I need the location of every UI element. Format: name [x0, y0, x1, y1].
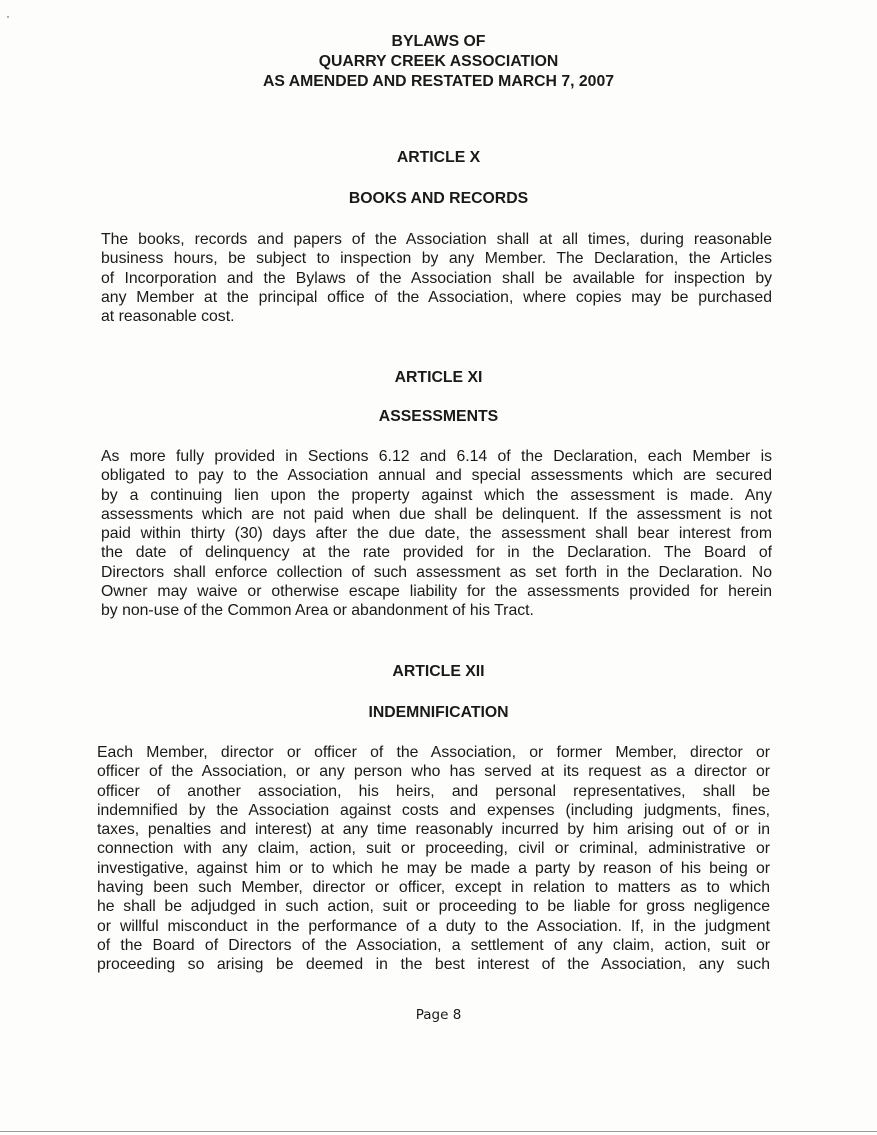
article-11-number: ARTICLE XI — [394, 369, 483, 386]
body-line: officer of the Association, or any person who has served at its request as a director or — [97, 763, 770, 781]
body-line: The books, records and papers of the Association shall at all times, during reasonable — [101, 231, 772, 248]
header-line-1: BYLAWS OF — [391, 33, 486, 50]
body-line: by a continuing lien upon the property against which the assessment is made. Any — [101, 486, 772, 504]
body-line: of the Board of Directors of the Association, a settlement of any claim, action, suit or — [97, 936, 770, 954]
article-10-title: BOOKS AND RECORDS — [348, 190, 529, 207]
body-line: officer of another association, his heirs, and personal representatives, shall be — [97, 782, 770, 800]
body-line: or willful misconduct in the performance of a duty to the Association. If, in the judgment — [97, 917, 770, 935]
body-line: Owner may waive or otherwise escape liability for the assessments provided for herein — [101, 583, 772, 601]
body-line: by non-use of the Common Area or abandonment of his Tract. — [101, 602, 534, 620]
article-12-body — [97, 743, 770, 975]
body-line: of Incorporation and the Bylaws of the Association shall be available for inspection by — [101, 269, 772, 287]
page-bottom-edge — [0, 1131, 877, 1132]
document-header — [0, 32, 877, 92]
article-11-title: ASSESSMENTS — [378, 408, 499, 425]
body-line: the date of delinquency at the rate provided for in the Declaration. The Board of — [101, 544, 772, 562]
body-line: As more fully provided in Sections 6.12 and 6.14 of the Declaration, each Member is — [101, 448, 772, 465]
body-line: having been such Member, director or officer, except in relation to matters as to which — [97, 879, 770, 897]
body-line: any Member at the principal office of the Association, where copies may be purchased — [101, 288, 772, 306]
body-line: connection with any claim, action, suit or proceeding, civil or criminal, administrative or — [97, 840, 770, 858]
body-line: paid within thirty (30) days after the due date, the assessment shall bear interest from — [101, 525, 772, 543]
body-line: he shall be adjudged in such action, suit or proceeding to be liable for gross negligence — [97, 898, 770, 916]
body-line: taxes, penalties and interest) at any time reasonably incurred by him arising out of or in — [97, 821, 770, 839]
header-line-3: AS AMENDED AND RESTATED MARCH 7, 2007 — [262, 73, 615, 90]
article-10-number: ARTICLE X — [396, 149, 481, 166]
article-12-title: INDEMNIFICATION — [368, 704, 509, 721]
body-line: business hours, be subject to inspection by any Member. The Declaration, the Articles — [101, 250, 772, 268]
body-line: at reasonable cost. — [101, 308, 235, 326]
body-line: investigative, against him or to which he may be made a party by reason of his being or — [97, 859, 770, 877]
body-line: obligated to pay to the Association annual and special assessments which are secured — [101, 467, 772, 485]
body-line: proceeding so arising be deemed in the best interest of the Association, any such — [97, 956, 770, 974]
body-line: assessments which are not paid when due shall be delinquent. If the assessment is not — [101, 505, 772, 523]
header-line-2: QUARRY CREEK ASSOCIATION — [318, 53, 559, 70]
body-line: indemnified by the Association against costs and expenses (including judgments, fines, — [97, 801, 770, 819]
body-line: Each Member, director or officer of the Association, or former Member, director or — [97, 744, 770, 761]
scan-mark — [7, 16, 9, 18]
article-10-body — [101, 230, 772, 326]
page-number: Page 8 — [415, 1007, 462, 1023]
body-line: Directors shall enforce collection of such assessment as set forth in the Declaration. No — [101, 563, 772, 581]
article-12-number: ARTICLE XII — [392, 663, 485, 680]
article-11-body — [101, 447, 772, 621]
